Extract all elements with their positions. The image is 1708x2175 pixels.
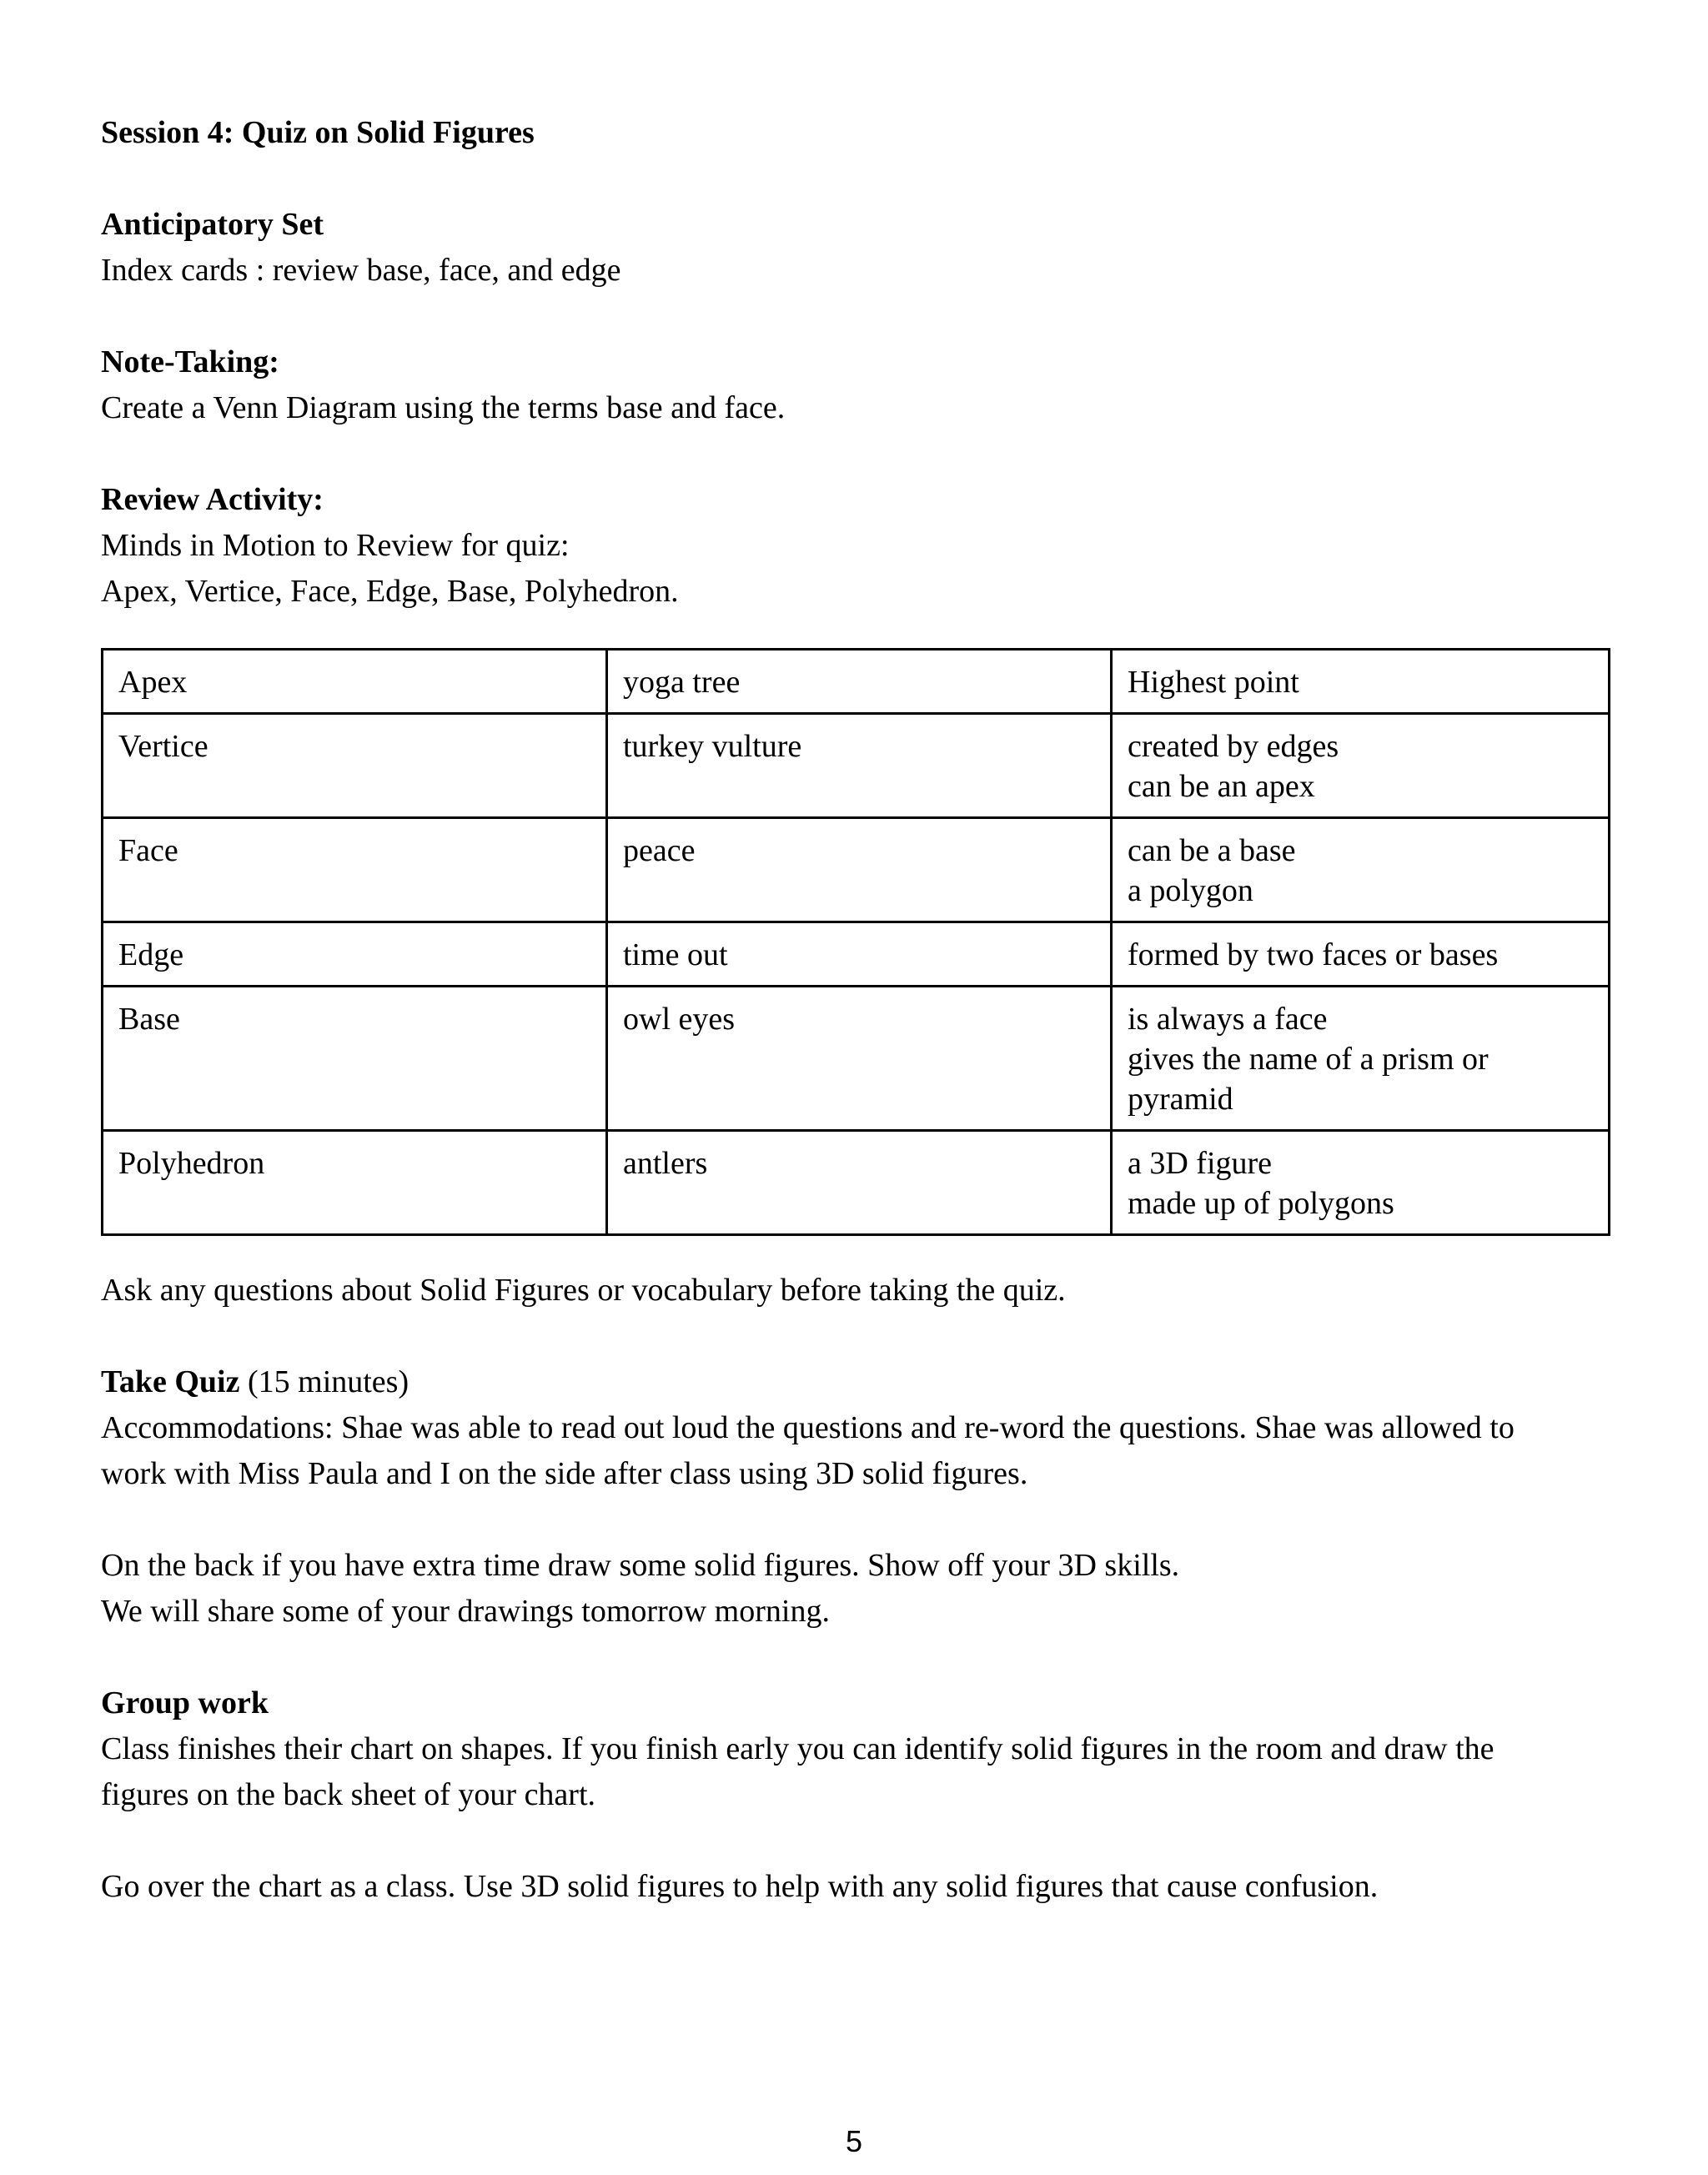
take-quiz-line bbox=[101, 1359, 1610, 1405]
motion-cell: turkey vulture bbox=[607, 714, 1112, 818]
page-number: 5 bbox=[845, 2124, 863, 2158]
description-line: gives the name of a prism or bbox=[1128, 1042, 1489, 1077]
review-activity-line-2: Apex, Vertice, Face, Edge, Base, Polyhedron. bbox=[101, 574, 679, 609]
spacer bbox=[101, 431, 1610, 477]
spacer bbox=[101, 294, 1610, 339]
note-taking-heading: Note-Taking: bbox=[101, 344, 279, 379]
spacer bbox=[101, 1497, 1610, 1543]
review-activity-heading: Review Activity: bbox=[101, 482, 324, 517]
group-work-line-1: Class finishes their chart on shapes. If you finish early you can identify solid figures in the room and draw the bbox=[101, 1731, 1494, 1766]
term-cell: Face bbox=[103, 818, 607, 922]
spacer bbox=[101, 1635, 1610, 1680]
table-row bbox=[103, 650, 1610, 714]
motion-cell: time out bbox=[607, 922, 1112, 987]
spacer bbox=[101, 1818, 1610, 1864]
motion-cell: antlers bbox=[607, 1131, 1112, 1235]
motion-cell: peace bbox=[607, 818, 1112, 922]
table-row bbox=[103, 818, 1610, 922]
document-page bbox=[101, 110, 1610, 1910]
back-text-line-1: On the back if you have extra time draw some solid figures. Show off your 3D skills. bbox=[101, 1548, 1180, 1583]
description-line: can be an apex bbox=[1128, 769, 1315, 804]
session-title: Session 4: Quiz on Solid Figures bbox=[101, 115, 535, 150]
description-line: a polygon bbox=[1128, 873, 1253, 908]
description-cell bbox=[1112, 714, 1610, 818]
description-line: pyramid bbox=[1128, 1082, 1233, 1117]
motion-cell: owl eyes bbox=[607, 987, 1112, 1131]
anticipatory-set-heading: Anticipatory Set bbox=[101, 207, 324, 242]
group-work-heading: Group work bbox=[101, 1685, 269, 1720]
term-cell: Base bbox=[103, 987, 607, 1131]
vocabulary-table bbox=[101, 648, 1610, 1236]
description-line: can be a base bbox=[1128, 833, 1296, 868]
review-activity-line-1: Minds in Motion to Review for quiz: bbox=[101, 528, 570, 563]
motion-cell: yoga tree bbox=[607, 650, 1112, 714]
group-work-line-2: figures on the back sheet of your chart. bbox=[101, 1777, 596, 1812]
description-cell bbox=[1112, 818, 1610, 922]
take-quiz-duration: (15 minutes) bbox=[239, 1364, 409, 1399]
spacer bbox=[101, 156, 1610, 202]
table-row bbox=[103, 987, 1610, 1131]
table-row bbox=[103, 922, 1610, 987]
spacer bbox=[101, 1314, 1610, 1359]
description-line: is always a face bbox=[1128, 1002, 1328, 1037]
accommodations-line-2: work with Miss Paula and I on the side after class using 3D solid figures. bbox=[101, 1456, 1028, 1491]
anticipatory-set-text: Index cards : review base, face, and edge bbox=[101, 253, 621, 288]
term-cell: Edge bbox=[103, 922, 607, 987]
description-line: created by edges bbox=[1128, 729, 1339, 764]
description-cell bbox=[1112, 650, 1610, 714]
ask-questions-text: Ask any questions about Solid Figures or vocabulary before taking the quiz. bbox=[101, 1273, 1066, 1308]
description-cell bbox=[1112, 922, 1610, 987]
note-taking-text: Create a Venn Diagram using the terms base and face. bbox=[101, 390, 786, 425]
description-line: a 3D figure bbox=[1128, 1146, 1273, 1181]
table-row bbox=[103, 714, 1610, 818]
description-cell bbox=[1112, 1131, 1610, 1235]
term-cell: Vertice bbox=[103, 714, 607, 818]
description-line: Highest point bbox=[1128, 665, 1299, 700]
term-cell: Apex bbox=[103, 650, 607, 714]
closing-text: Go over the chart as a class. Use 3D solid figures to help with any solid figures that cause confusion. bbox=[101, 1869, 1379, 1904]
description-line: made up of polygons bbox=[1128, 1186, 1394, 1221]
take-quiz-heading: Take Quiz bbox=[101, 1364, 240, 1399]
table-row bbox=[103, 1131, 1610, 1235]
accommodations-line-1: Accommodations: Shae was able to read out loud the questions and re-word the questions. Shae was allowed to bbox=[101, 1410, 1515, 1445]
description-cell bbox=[1112, 987, 1610, 1131]
description-line: formed by two faces or bases bbox=[1128, 937, 1499, 972]
back-text-line-2: We will share some of your drawings tomorrow morning. bbox=[101, 1594, 830, 1629]
term-cell: Polyhedron bbox=[103, 1131, 607, 1235]
